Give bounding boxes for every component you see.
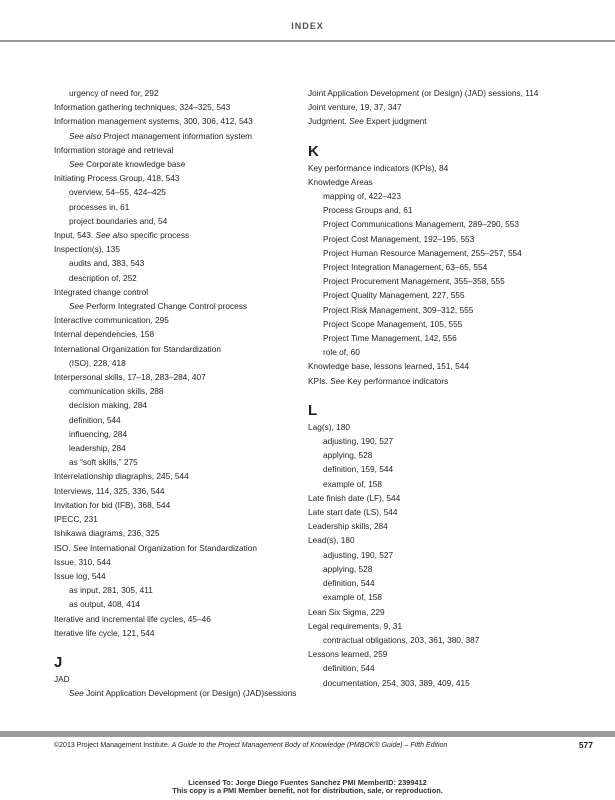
see-target: specific process (130, 230, 190, 241)
index-subentry: communication skills, 288 (69, 386, 164, 397)
index-subentry: definition, 544 (323, 663, 375, 674)
entry-term: ISO. (54, 542, 71, 553)
index-subentry: Process Groups and, 61 (323, 205, 413, 216)
index-subentry: influencing, 284 (69, 428, 128, 439)
index-subentry: leadership, 284 (69, 443, 126, 454)
index-entry: Key performance indicators (KPIs), 84 (308, 162, 449, 173)
index-subentry: Project Cost Management, 192–195, 553 (323, 233, 475, 244)
index-subentry: Project Risk Management, 309–312, 555 (323, 304, 474, 315)
index-subentry (54, 299, 299, 313)
index-entry: Lead(s), 180 (308, 535, 355, 546)
index-subentry: documentation, 254, 303, 389, 409, 415 (323, 677, 470, 688)
index-entry: Knowledge base, lessons learned, 151, 544 (308, 361, 469, 372)
index-entry: Interactive communication, 295 (54, 315, 169, 326)
index-entry: Late start date (LS), 544 (308, 507, 398, 518)
see-target: Joint Application Development (or Design) (JAD)sessions (86, 688, 297, 699)
section-letter: L (308, 401, 318, 419)
index-entry: Issue, 310, 544 (54, 556, 111, 567)
index-subentry: Project Integration Management, 63–65, 554 (323, 262, 488, 273)
entry-term: Judgment. (308, 116, 347, 127)
see-target: International Organization for Standardization (90, 542, 257, 553)
section-spacer (54, 640, 299, 654)
index-entry: Lag(s), 180 (308, 421, 350, 432)
see-target: Expert judgment (366, 116, 427, 127)
index-subentry: example of, 158 (323, 592, 383, 603)
index-subentry: mapping of, 422–423 (323, 191, 401, 202)
license-line-1: Licensed To: Jorge Diego Fuentes Sanchez PMI MemberID: 2399412 (188, 778, 427, 787)
index-entry: Lessons learned, 259 (308, 649, 388, 660)
index-entry: Initiating Process Group, 418, 543 (54, 173, 180, 184)
index-subentry: description of, 252 (69, 272, 137, 283)
index-entry: Legal requirements, 9, 31 (308, 620, 403, 631)
index-entry: IPECC, 231 (54, 514, 98, 525)
index-subentry: processes in, 61 (69, 201, 130, 212)
see-reference: See also (69, 130, 102, 141)
see-reference: See (69, 688, 84, 699)
index-entry: Iterative and incremental life cycles, 45–46 (54, 613, 211, 624)
index-entry (54, 228, 299, 242)
see-target: Project management information system (103, 130, 253, 141)
index-subentry: audits and, 383, 543 (69, 258, 145, 269)
index-entry: Joint venture, 19, 37, 347 (308, 102, 402, 113)
index-subentry: Project Quality Management, 227, 555 (323, 290, 465, 301)
index-entry: Ishikawa diagrams, 236, 325 (54, 528, 160, 539)
index-subentry: applying, 528 (323, 563, 373, 574)
see-target: Corporate knowledge base (86, 159, 186, 170)
section-spacer (308, 129, 578, 143)
index-entry: Information management systems, 300, 306, 412, 543 (54, 116, 253, 127)
index-entry: Inspection(s), 135 (54, 244, 120, 255)
index-entry (308, 374, 578, 388)
index-subentry: example of, 158 (323, 478, 383, 489)
index-entry: Lean Six Sigma, 229 (308, 606, 385, 617)
index-subentry: (ISO), 228, 418 (69, 357, 126, 368)
index-column-right (308, 86, 578, 690)
see-reference: See (72, 542, 88, 553)
index-subentry: urgency of need for, 292 (69, 88, 159, 98)
entry-term: KPIs. (308, 375, 328, 386)
footer-copyright (54, 742, 447, 749)
index-subentry: definition, 544 (69, 414, 121, 425)
section-spacer (308, 388, 578, 402)
index-subentry: definition, 544 (323, 578, 375, 589)
index-entry: International Organization for Standardization (54, 343, 221, 354)
index-subentry (54, 686, 299, 700)
index-entry: Knowledge Areas (308, 176, 373, 187)
index-entry: Internal dependencies, 158 (54, 329, 155, 340)
footer-copyright-prefix: ©2013 Project Management Institute. (54, 742, 170, 749)
index-entry: Integrated change control (54, 286, 149, 297)
index-subentry: role of, 60 (323, 347, 360, 358)
index-subentry: contractual obligations, 203, 361, 380, 387 (323, 634, 480, 645)
index-subentry: decision making, 284 (69, 400, 147, 411)
footer-rule (0, 731, 615, 737)
index-entry: Information storage and retrieval (54, 144, 174, 155)
index-subentry (54, 157, 299, 171)
index-column-left (54, 86, 299, 700)
license-notice (0, 779, 615, 795)
see-target: Key performance indicators (347, 375, 449, 386)
index-entry (54, 541, 299, 555)
license-line-2: This copy is a PMI Member benefit, not for distribution, sale, or reproduction. (172, 786, 443, 795)
index-subentry: overview, 54–55, 424–425 (69, 187, 166, 198)
index-subentry (54, 129, 299, 143)
index-subentry: Project Scope Management, 105, 555 (323, 318, 463, 329)
index-subentry: as “soft skills,” 275 (69, 457, 138, 468)
index-entry: Invitation for bid (IFB), 368, 544 (54, 499, 171, 510)
index-subentry: Project Procurement Management, 355–358, 555 (323, 276, 505, 287)
index-subentry: Project Human Resource Management, 255–257, 554 (323, 247, 522, 258)
index-entry: Issue log, 544 (54, 570, 106, 581)
index-entry: Leadership skills, 284 (308, 521, 388, 532)
see-reference: See (69, 159, 84, 170)
index-entry: Interviews, 114, 325, 336, 544 (54, 485, 165, 496)
see-reference: See (349, 116, 364, 127)
index-subentry: adjusting, 190, 527 (323, 549, 394, 560)
page-number: 577 (578, 740, 593, 750)
footer-book-title: A Guide to the Project Management Body of Knowledge (PMBOK® Guide) – Fifth Edition (171, 742, 448, 749)
index-entry: Joint Application Development (or Design) (JAD) sessions, 114 (308, 88, 539, 98)
index-subentry: Project Communications Management, 289–290, 553 (323, 219, 520, 230)
see-reference: See (330, 375, 345, 386)
index-entry: Information gathering techniques, 324–325, 543 (54, 102, 231, 113)
entry-term: Input, 543. (54, 230, 94, 241)
see-target: Perform Integrated Change Control process (86, 301, 248, 312)
index-subentry: project boundaries and, 54 (69, 215, 168, 226)
index-entry: JAD (54, 673, 70, 684)
index-subentry: as output, 408, 414 (69, 599, 141, 610)
index-subentry: adjusting, 190, 527 (323, 436, 394, 447)
header-rule (0, 40, 615, 42)
page-header-title: INDEX (291, 21, 324, 31)
section-letter: K (308, 142, 319, 160)
index-entry: Interpersonal skills, 17–18, 283–284, 407 (54, 372, 206, 383)
index-entry (308, 114, 578, 128)
see-reference: See also (95, 230, 128, 241)
section-letter: J (54, 653, 63, 671)
index-subentry: as input, 281, 305, 411 (69, 585, 153, 596)
index-subentry: Project Time Management, 142, 556 (323, 333, 457, 344)
see-reference: See (69, 301, 84, 312)
index-entry: Interrelationship diagraphs, 245, 544 (54, 471, 189, 482)
index-entry: Iterative life cycle, 121, 544 (54, 627, 155, 638)
index-subentry: applying, 528 (323, 450, 373, 461)
index-subentry: definition, 159, 544 (323, 464, 394, 475)
index-entry: Late finish date (LF), 544 (308, 492, 401, 503)
